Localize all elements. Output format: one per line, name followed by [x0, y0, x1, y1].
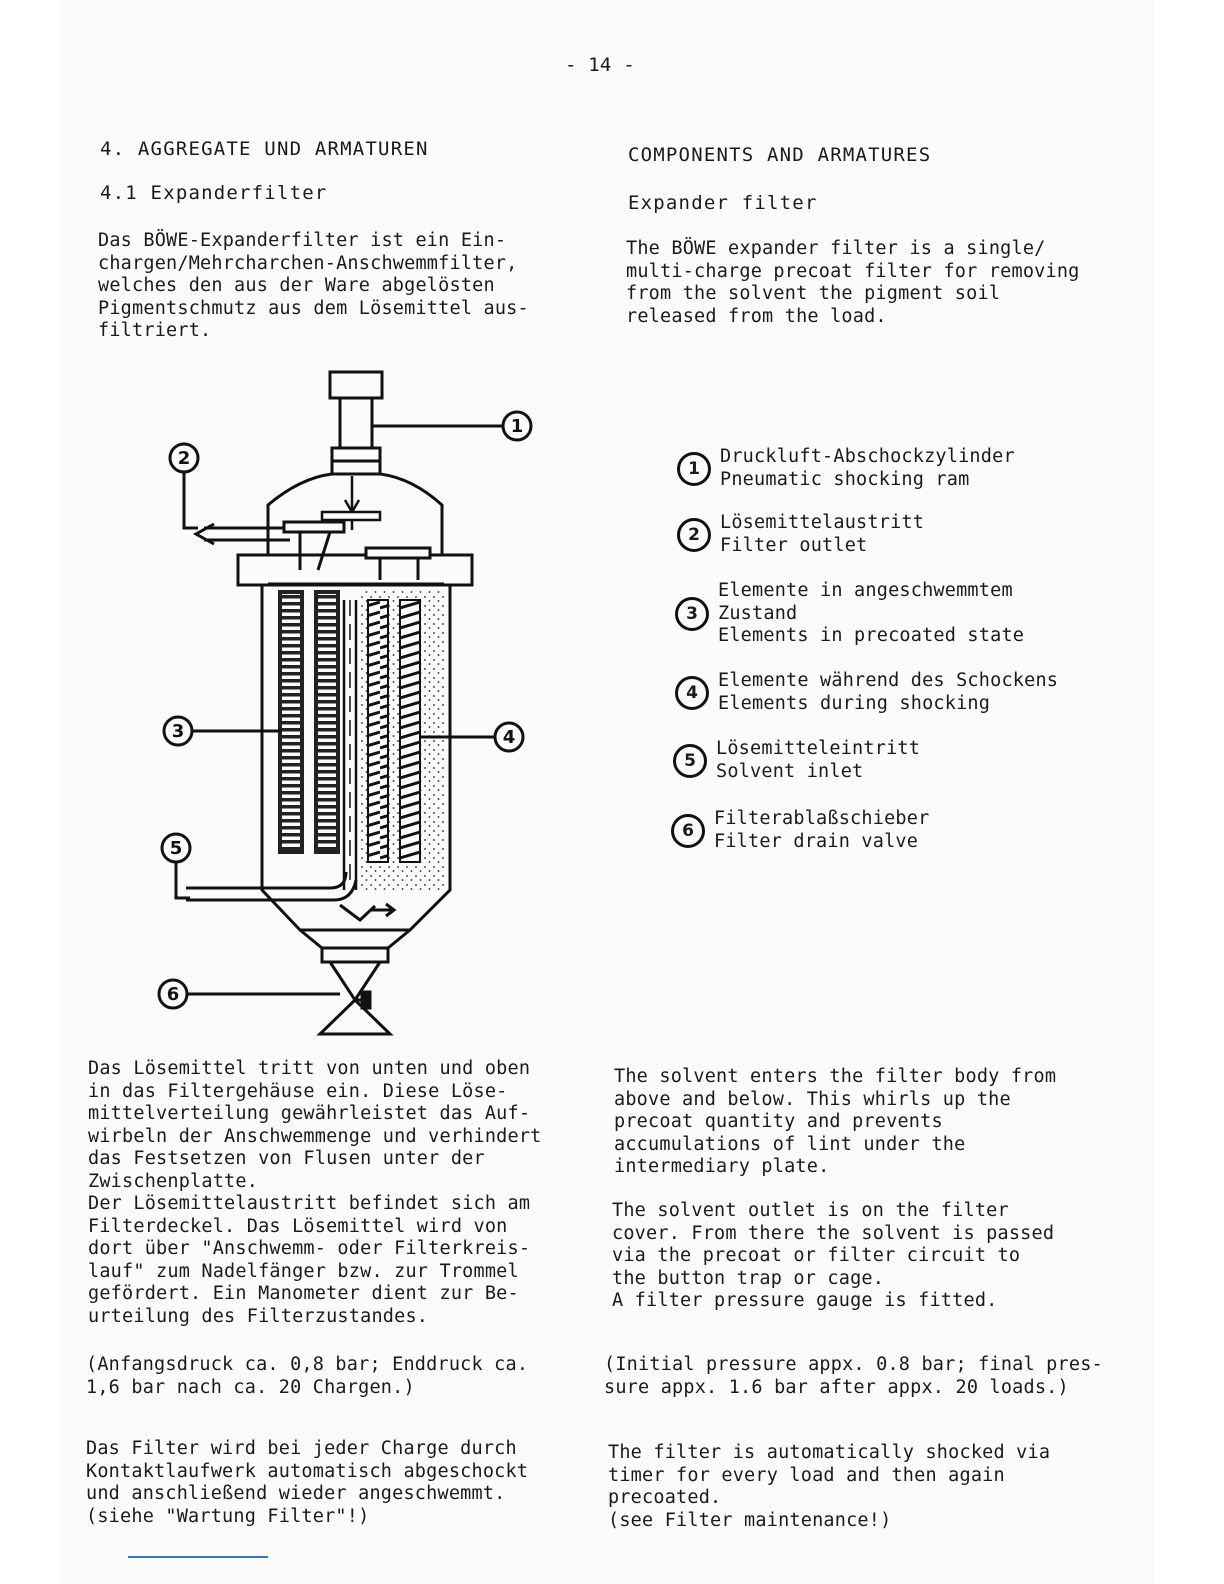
legend-item-2 — [677, 512, 924, 557]
callout-label-5: 5 — [169, 838, 183, 859]
legend-text: Elemente während des Schockens Elements during shocking — [718, 670, 1059, 714]
legend-item-6 — [671, 808, 929, 853]
subsection-heading-en: Expander filter — [628, 192, 818, 214]
legend-item-4 — [675, 670, 1058, 715]
legend-text: Elemente in angeschwemmtem Zustand Elements in precoated state — [718, 580, 1025, 646]
legend-number: 1 — [677, 452, 711, 486]
legend-item-5 — [673, 738, 920, 783]
body-paragraph-en-1: The solvent enters the filter body from above and below. This whirls up the precoat quantity and prevents accumulations of lint under the intermediary plate. — [614, 1066, 1057, 1177]
shocking-elements — [360, 590, 446, 890]
body-paragraph-de-2: Das Filter wird bei jeder Charge durch Kontaktlaufwerk automatisch abgeschockt und anschließend wieder angeschwemmt. (siehe "Wartung Filter"!) — [86, 1438, 529, 1527]
subsection-heading-de: 4.1 Expanderfilter — [100, 182, 328, 204]
legend-item-1 — [677, 446, 1015, 491]
precoated-elements — [278, 590, 340, 854]
scan-footer-line — [128, 1556, 268, 1558]
section-heading-en: COMPONENTS AND ARMATURES — [628, 144, 932, 166]
legend-number: 5 — [673, 744, 707, 778]
legend-number: 3 — [675, 597, 709, 631]
callout-label-1: 1 — [510, 416, 524, 437]
callout-label-6: 6 — [166, 984, 180, 1005]
page-number: - 14 - — [565, 54, 635, 76]
body-paragraph-en-3: The filter is automatically shocked via timer for every load and then again precoated. (see Filter maintenance!) — [608, 1442, 1051, 1531]
legend-text: Filterablaßschieber Filter drain valve — [714, 808, 930, 852]
callout-label-4: 4 — [502, 727, 516, 748]
intro-paragraph-en: The BÖWE expander filter is a single/ multi-charge precoat filter for removing from the solvent the pigment soil released from the load. — [626, 238, 1080, 327]
pressure-note-de: (Anfangsdruck ca. 0,8 bar; Enddruck ca. 1,6 bar nach ca. 20 Chargen.) — [86, 1354, 529, 1398]
legend-number: 6 — [671, 814, 705, 848]
legend-text: Druckluft-Abschockzylinder Pneumatic shocking ram — [720, 446, 1015, 490]
body-paragraph-en-2: The solvent outlet is on the filter cover. From there the solvent is passed via the precoat or filter circuit to the button trap or cage. A filter pressure gauge is fitted. — [612, 1200, 1055, 1311]
pressure-note-en: (Initial pressure appx. 0.8 bar; final pres- sure appx. 1.6 bar after appx. 20 loads.) — [604, 1354, 1103, 1398]
section-heading-de: 4. AGGREGATE UND ARMATUREN — [100, 138, 429, 160]
intro-paragraph-de: Das BÖWE-Expanderfilter ist ein Ein- chargen/Mehrcharchen-Anschwemmfilter, welches den aus der Ware abgelösten Pigmentschmutz aus dem Lösemittel aus- filtriert. — [98, 230, 529, 341]
legend-item-3 — [675, 580, 1024, 648]
callout-label-3: 3 — [171, 721, 185, 742]
legend-number: 2 — [677, 518, 711, 552]
callout-label-2: 2 — [177, 448, 191, 469]
legend-text: Lösemitteleintritt Solvent inlet — [716, 738, 921, 782]
body-paragraph-de-1: Das Lösemittel tritt von unten und oben in das Filtergehäuse ein. Diese Löse- mittelverteilung gewährleistet das Auf- wirbeln der Anschwemmenge und verhindert das Festsetzen von Flusen unter der Zwischenplatte. Der Lösemittelaustritt befindet sich am Filterdeckel. Das Lösemittel wird von dort über "Anschwemm- oder Filterkreis- lauf" zum Nadelfänger bzw. zur Trommel gefördert. Ein Manometer dient zur Be- urteilung des Filterzustandes. — [88, 1058, 542, 1327]
center-inlet-pipe — [344, 600, 356, 890]
legend-number: 4 — [675, 676, 709, 710]
legend-text: Lösemittelaustritt Filter outlet — [720, 512, 925, 556]
